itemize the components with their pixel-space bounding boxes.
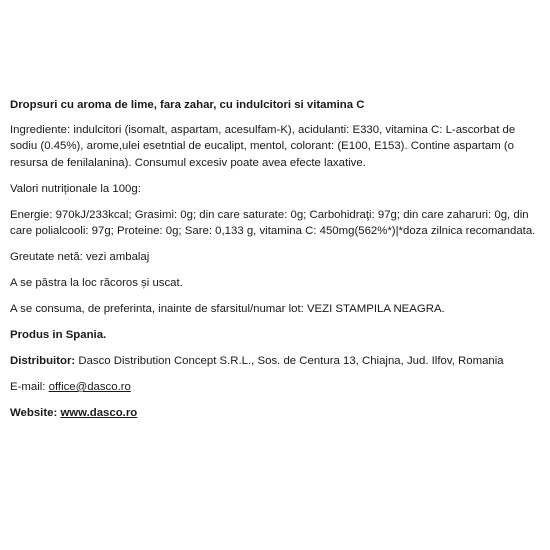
email (10, 379, 540, 396)
distributor (10, 353, 540, 370)
nutrition-heading: Valori nutriționale la 100g: (10, 182, 141, 195)
net-weight: Greutate netă: vezi ambalaj (10, 251, 150, 263)
storage-instructions: A se păstra la loc răcoros și uscat. (10, 277, 183, 289)
nutrition-values: Energie: 970kJ/233kcal; Grasimi: 0g; din care saturate: 0g; Carbohidraţi: 97g; din care zaharuri: 0g, din care polialcooli: 97g; Proteine: 0g; Sare: 0,133 g, vitamina C: 450mg(562%*)|*doza zilnica recomandata. (10, 208, 536, 237)
website-link[interactable]: www.dasco.ro (60, 407, 138, 419)
product-title: Dropsuri cu aroma de lime, fara zahar, cu indulcitori si vitamina C (10, 99, 365, 111)
website (10, 405, 540, 422)
ingredients-text: Ingrediente: indulcitori (isomalt, aspartam, acesulfam-K), acidulanti: E330, vitamina C: L-ascorbat de sodiu (0.45%), arome,ulei esetntial de eucalipt, mentol, colorant: (E100, E153). Contine aspartam (o resursa de fenilalanina). Consumul excesiv poate avea efecte laxative. (10, 123, 516, 169)
email-label: E-mail: (10, 381, 49, 393)
distributor-value: Dasco Distribution Concept S.R.L., Sos. de Centura 13, Chiajna, Jud. Ilfov, Romania (75, 355, 504, 367)
distributor-label: Distribuitor: (10, 355, 76, 367)
best-before: A se consuma, de preferinta, inainte de sfarsitul/numar lot: VEZI STAMPILA NEAGRA. (10, 303, 445, 315)
origin: Produs in Spania. (10, 329, 107, 341)
website-label: Website: (10, 407, 61, 419)
product-label-document (10, 97, 540, 431)
email-link[interactable]: office@dasco.ro (48, 381, 131, 393)
